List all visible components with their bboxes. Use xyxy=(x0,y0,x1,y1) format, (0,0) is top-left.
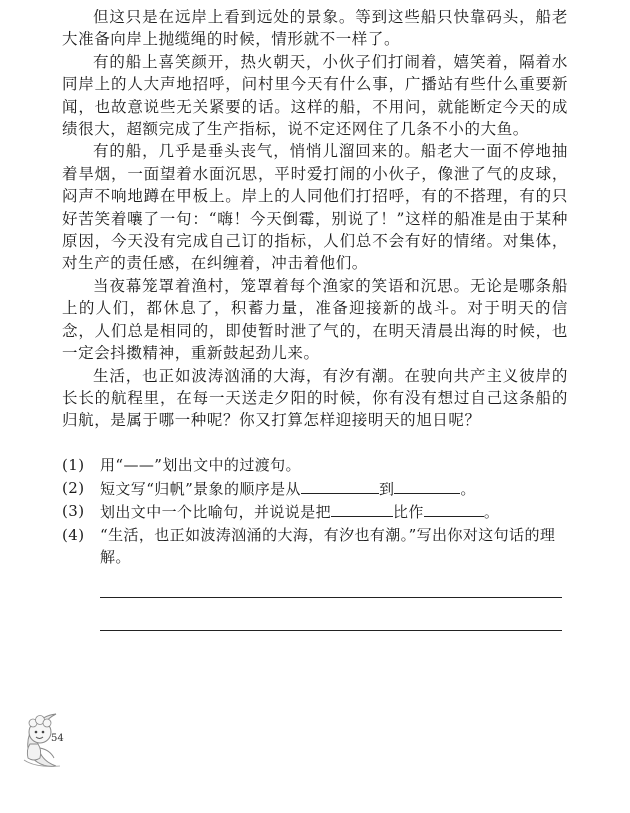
question-text: 用“——”划出文中的过渡句。 xyxy=(100,456,301,474)
question-list xyxy=(62,454,568,569)
passage-paragraph-5: 生活，也正如波涛汹涌的大海，有汐有潮。在驶向共产主义彼岸的长长的航程里，在每一天送走夕阳的时候，你有没有想过自己这条船的归航，是属于哪一种呢？你又打算怎样迎接明天的旭日呢？ xyxy=(62,366,568,430)
moon-mascot-icon xyxy=(16,708,78,770)
passage-paragraph-1: 但这只是在远岸上看到远处的景象。等到这些船只快靠码头，船老大准备向岸上抛缆绳的时候，情形就不一样了。 xyxy=(62,8,568,49)
question-number: (2) xyxy=(62,478,85,497)
question-number: (4) xyxy=(62,525,85,544)
question-text: “生活，也正如波涛汹涌的大海，有汐也有潮。”写出你对这句话的理解。 xyxy=(100,525,556,566)
question-text: 比作 xyxy=(393,503,424,521)
question-number: (1) xyxy=(62,456,85,474)
passage-paragraph-4: 当夜幕笼罩着渔村，笼罩着每个渔家的笑语和沉思。无论是哪条船上的人们，都休息了，积蓄力量，准备迎接新的战斗。对于明天的信念，人们总是相同的，即使暂时泄了气的，在明天清晨出海的时候，也一定会抖擞精神，重新鼓起劲儿来。 xyxy=(62,276,568,363)
question-number: (3) xyxy=(62,502,85,520)
page-number: 54 xyxy=(51,733,64,744)
question-3 xyxy=(62,500,568,524)
answer-blank[interactable] xyxy=(424,500,484,517)
question-2 xyxy=(62,477,568,501)
passage-paragraph-3: 有的船，几乎是垂头丧气，悄悄儿溜回来的。船老大一面不停地抽着旱烟，一面望着水面沉思，平时爱打闹的小伙子，像泄了气的皮球，闷声不响地蹲在甲板上。岸上的人同他们打招呼，有的不搭理，有的只好苦笑着嚷了一句：“嗨！今天倒霉，别说了！”这样的船准是由于某种原因，今天没有完成自己订的指标，人们总不会有好的情绪。对集体，对生产的责任感，在纠缠着，冲击着他们。 xyxy=(62,142,568,273)
answer-line[interactable] xyxy=(100,630,562,631)
question-4 xyxy=(62,524,568,569)
question-text: 。 xyxy=(483,503,500,521)
question-text: 短文写“归帆”景象的顺序是从 xyxy=(100,479,301,498)
answer-blank[interactable] xyxy=(394,477,460,494)
question-body xyxy=(100,500,568,524)
question-body xyxy=(100,477,568,501)
question-1 xyxy=(62,454,568,477)
answer-blank[interactable] xyxy=(331,500,393,517)
answer-blank[interactable] xyxy=(301,477,379,494)
answer-line[interactable] xyxy=(100,597,562,598)
question-text: 到 xyxy=(378,479,395,498)
passage-paragraph-2: 有的船上喜笑颜开，热火朝天，小伙子们打闹着，嬉笑着，隔着水同岸上的人大声地招呼，问村里今天有什么事，广播站有些什么重要新闻，也故意说些无关紧要的话。这样的船，不用问，就能断定今天的成绩很大，超额完成了生产指标，说不定还网住了几条不小的大鱼。 xyxy=(62,52,568,139)
reading-passage xyxy=(62,6,568,432)
question-text: 。 xyxy=(460,479,476,498)
question-text: 划出文中一个比喻句，并说说是把 xyxy=(100,503,332,521)
